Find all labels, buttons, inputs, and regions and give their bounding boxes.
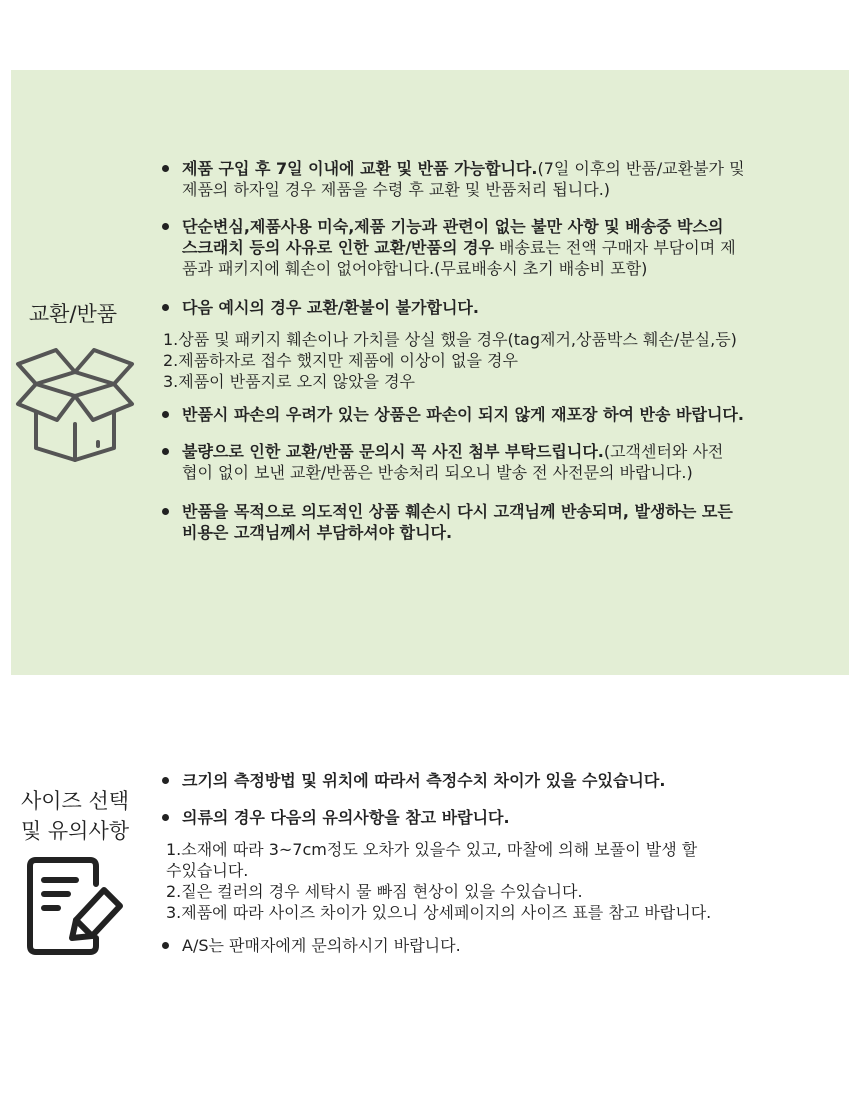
size-numbered-list xyxy=(166,839,850,923)
numbered-item: 1.상품 및 패키지 훼손이나 가치를 상실 했을 경우(tag제거,상품박스 훼손/분실,등) xyxy=(163,330,737,349)
size-bullet-1 xyxy=(160,770,850,791)
text-bold: 크기의 측정방법 및 위치에 따라서 측정수치 차이가 있을 수있습니다. xyxy=(182,771,666,790)
text-normal: 협이 없이 보낸 교환/반품은 반송처리 되오니 발송 전 사전문의 바랍니다.) xyxy=(182,463,693,482)
text-normal: (7일 이후의 반품/교환불가 및 xyxy=(537,159,745,178)
edit-document-icon xyxy=(24,854,128,956)
numbered-item: 3.제품이 반품지로 오지 않았을 경우 xyxy=(163,372,415,391)
text-bold: 불량으로 인한 교환/반품 문의시 꼭 사진 첨부 부탁드립니다. xyxy=(182,442,604,461)
text-bold: 스크래치 등의 사유로 인한 교환/반품의 경우 xyxy=(182,238,494,257)
text-bold: 반품시 파손의 우려가 있는 상품은 파손이 되지 않게 재포장 하여 반송 바랍니다. xyxy=(182,405,744,424)
exchange-return-title: 교환/반품 xyxy=(28,302,118,326)
text-normal: 배송료는 전액 구매자 부담이며 제 xyxy=(493,238,736,257)
numbered-item: 1.소재에 따라 3~7cm정도 오차가 있을수 있고, 마찰에 의해 보풀이 발생 할 xyxy=(166,840,698,859)
exchange-content xyxy=(160,158,850,543)
exchange-bullet-4 xyxy=(160,404,850,425)
text-normal: (고객센터와 사전 xyxy=(603,442,724,461)
text-bold: 단순변심,제품사용 미숙,제품 기능과 관련이 없는 불만 사항 및 배송중 박스의 xyxy=(182,217,724,236)
text-normal: A/S는 판매자에게 문의하시기 바랍니다. xyxy=(182,936,461,955)
size-bullet-2 xyxy=(160,807,850,828)
exchange-bullet-6 xyxy=(160,501,850,543)
exchange-bullet-5 xyxy=(160,441,850,483)
text-bold: 다음 예시의 경우 교환/환불이 불가합니다. xyxy=(182,298,479,317)
exchange-bullet-2 xyxy=(160,216,850,279)
size-bullet-3 xyxy=(160,935,850,956)
size-title-line: 및 유의사항 xyxy=(20,819,130,843)
numbered-item: 3.제품에 따라 사이즈 차이가 있으니 상세페이지의 사이즈 표를 참고 바랍니다. xyxy=(166,903,712,922)
text-normal: 제품의 하자일 경우 제품을 수령 후 교환 및 반품처리 됩니다.) xyxy=(182,180,611,199)
size-notice-title xyxy=(10,786,140,846)
numbered-item: 수있습니다. xyxy=(166,861,249,880)
text-bold: 제품 구입 후 7일 이내에 교환 및 반품 가능합니다. xyxy=(182,159,538,178)
text-bold: 의류의 경우 다음의 유의사항을 참고 바랍니다. xyxy=(182,808,510,827)
text-bold: 비용은 고객님께서 부담하셔야 합니다. xyxy=(182,523,453,542)
size-title-line: 사이즈 선택 xyxy=(20,789,130,813)
exchange-bullet-1 xyxy=(160,158,850,200)
box-icon xyxy=(14,344,136,464)
numbered-item: 2.제품하자로 접수 했지만 제품에 이상이 없을 경우 xyxy=(163,351,518,370)
numbered-item: 2.짙은 컬러의 경우 세탁시 물 빠짐 현상이 있을 수있습니다. xyxy=(166,882,583,901)
exchange-numbered-list xyxy=(163,329,850,392)
exchange-bullet-3 xyxy=(160,297,850,318)
text-bold: 반품을 목적으로 의도적인 상품 훼손시 다시 고객님께 반송되며, 발생하는 모든 xyxy=(182,502,733,521)
text-normal: 품과 패키지에 훼손이 없어야합니다.(무료배송시 초기 배송비 포함) xyxy=(182,259,648,278)
size-content xyxy=(160,770,850,956)
